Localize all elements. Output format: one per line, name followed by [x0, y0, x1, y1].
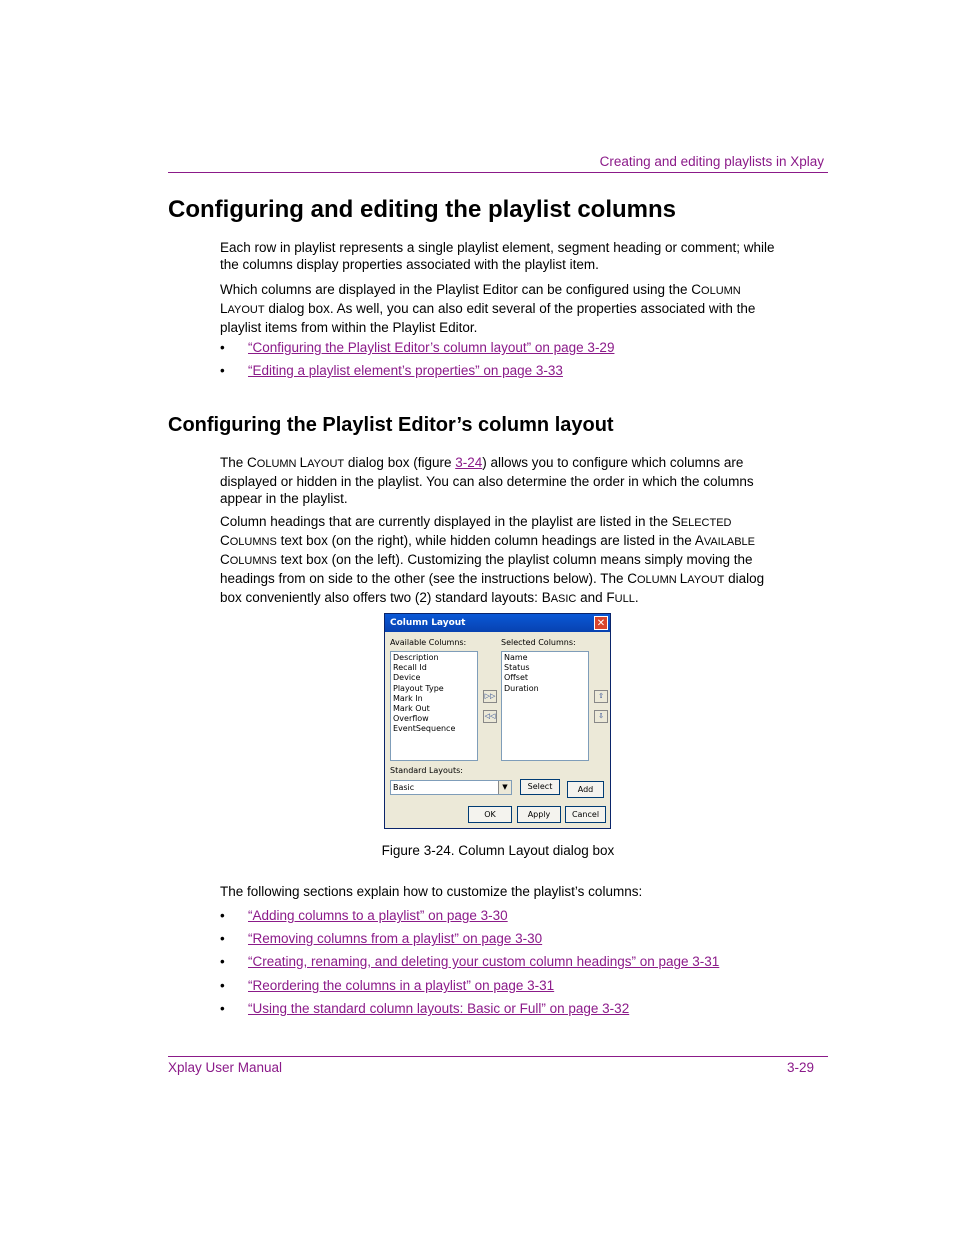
list-item: • “Using the standard column layouts: Basic or Full” on page 3-32	[220, 1001, 630, 1016]
section-paragraph-2: Which columns are displayed in the Playlist Editor can be configured using the COLUMN LAYOUT dialog box. As well, you can also edit several of the properties associated with the playlist items from within the Playlist Editor.	[220, 282, 756, 335]
page-number: 3-29	[786, 1060, 814, 1075]
list-item[interactable]: Description	[393, 653, 439, 662]
selected-columns-label: Selected Columns:	[501, 638, 576, 647]
list-item[interactable]: EventSequence	[393, 724, 456, 734]
list-item[interactable]: Overflow	[393, 714, 429, 724]
subsection-title: Configuring the Playlist Editor’s column layout	[168, 414, 614, 436]
subsection-paragraph-2: Column headings that are currently displayed in the playlist are listed in the SELECTED COLUMNS text box (on the right), while hidden column headings are listed in the AVAILABLE COLUMNS text box (on the left). Customizing the playlist column means simply moving the headings from on side to the other (see the instructions below). The COLUMN LAYOUT dialog box conveniently also offers two (2) standard layouts: BASIC and FULL.	[220, 514, 765, 605]
list-item: • “Configuring the Playlist Editor’s column layout” on page 3-29	[220, 340, 615, 355]
move-left-button[interactable]: ◁◁	[483, 710, 497, 723]
move-right-button[interactable]: ▷▷	[483, 690, 497, 703]
section-paragraph-1: Each row in playlist represents a single playlist element, segment heading or comment; while the columns display properties associated with the playlist item.	[220, 240, 775, 272]
standard-layouts-select[interactable]	[390, 780, 512, 795]
chevron-down-icon[interactable]: ▼	[498, 781, 511, 794]
link-edit-properties[interactable]: “Editing a playlist element’s properties” on page 3-33	[248, 363, 563, 378]
list-item: • “Editing a playlist element’s properties” on page 3-33	[220, 363, 563, 378]
list-item: • “Removing columns from a playlist” on page 3-30	[220, 931, 543, 946]
dialog-title: Column Layout	[390, 618, 466, 628]
link-adding-columns[interactable]: “Adding columns to a playlist” on page 3-30	[248, 908, 508, 923]
apply-button[interactable]: Apply	[517, 806, 561, 823]
move-down-button[interactable]: ⇩	[594, 710, 608, 723]
list-item: • “Reordering the columns in a playlist” on page 3-31	[220, 978, 555, 993]
header-rule	[168, 172, 828, 173]
footer-rule	[168, 1056, 828, 1057]
add-button[interactable]: Add	[567, 781, 604, 798]
available-columns-label: Available Columns:	[390, 638, 467, 647]
link-reordering-columns[interactable]: “Reordering the columns in a playlist” on page 3-31	[248, 978, 555, 993]
link-standard-layouts[interactable]: “Using the standard column layouts: Basic or Full” on page 3-32	[248, 1001, 630, 1016]
running-header: Creating and editing playlists in Xplay	[599, 154, 824, 169]
link-custom-headings[interactable]: “Creating, renaming, and deleting your custom column headings” on page 3-31	[248, 954, 720, 969]
link-removing-columns[interactable]: “Removing columns from a playlist” on page 3-30	[248, 931, 543, 946]
cancel-button[interactable]: Cancel	[565, 806, 606, 823]
dialog-title-bar	[385, 614, 610, 632]
selected-columns-list[interactable]	[501, 651, 589, 761]
subsection-paragraph-1: The COLUMN LAYOUT dialog box (figure 3-24) allows you to configure which columns are displayed or hidden in the playlist. You can also determine the order in which the columns appear in the playlist.	[220, 455, 754, 506]
list-item[interactable]: Name	[504, 653, 528, 662]
available-columns-list[interactable]	[390, 651, 478, 761]
list-item[interactable]: Device	[393, 673, 421, 683]
section-title: Configuring and editing the playlist columns	[168, 196, 677, 223]
list-item[interactable]: Offset	[504, 673, 529, 683]
list-item: • “Creating, renaming, and deleting your custom column headings” on page 3-31	[220, 954, 720, 969]
move-up-button[interactable]: ⇧	[594, 690, 608, 703]
ok-button[interactable]: OK	[468, 806, 512, 823]
footer-title: Xplay User Manual	[168, 1060, 283, 1075]
list-item[interactable]: Status	[504, 663, 530, 673]
standard-layouts-value: Basic	[393, 783, 415, 792]
link-column-layout[interactable]: “Configuring the Playlist Editor’s column layout” on page 3-29	[248, 340, 615, 355]
list-item[interactable]: Playout Type	[393, 683, 444, 693]
dialog-name-smallcaps: COLUMN LAYOUT	[220, 282, 741, 316]
list-item[interactable]: Mark Out	[393, 704, 430, 714]
close-icon[interactable]: ✕	[594, 616, 608, 630]
list-item: • “Adding columns to a playlist” on page 3-30	[220, 908, 508, 923]
subsection-paragraph-3: The following sections explain how to customize the playlist’s columns:	[220, 884, 643, 899]
list-item[interactable]: Duration	[504, 683, 539, 693]
figure-caption: Figure 3-24. Column Layout dialog box	[381, 843, 615, 858]
figure-link[interactable]: 3-24	[455, 455, 483, 470]
list-item[interactable]: Mark In	[393, 693, 423, 703]
standard-layouts-label: Standard Layouts:	[390, 766, 463, 775]
list-item[interactable]: Recall Id	[393, 663, 427, 673]
select-button[interactable]: Select	[520, 779, 560, 795]
column-layout-dialog	[384, 613, 611, 829]
